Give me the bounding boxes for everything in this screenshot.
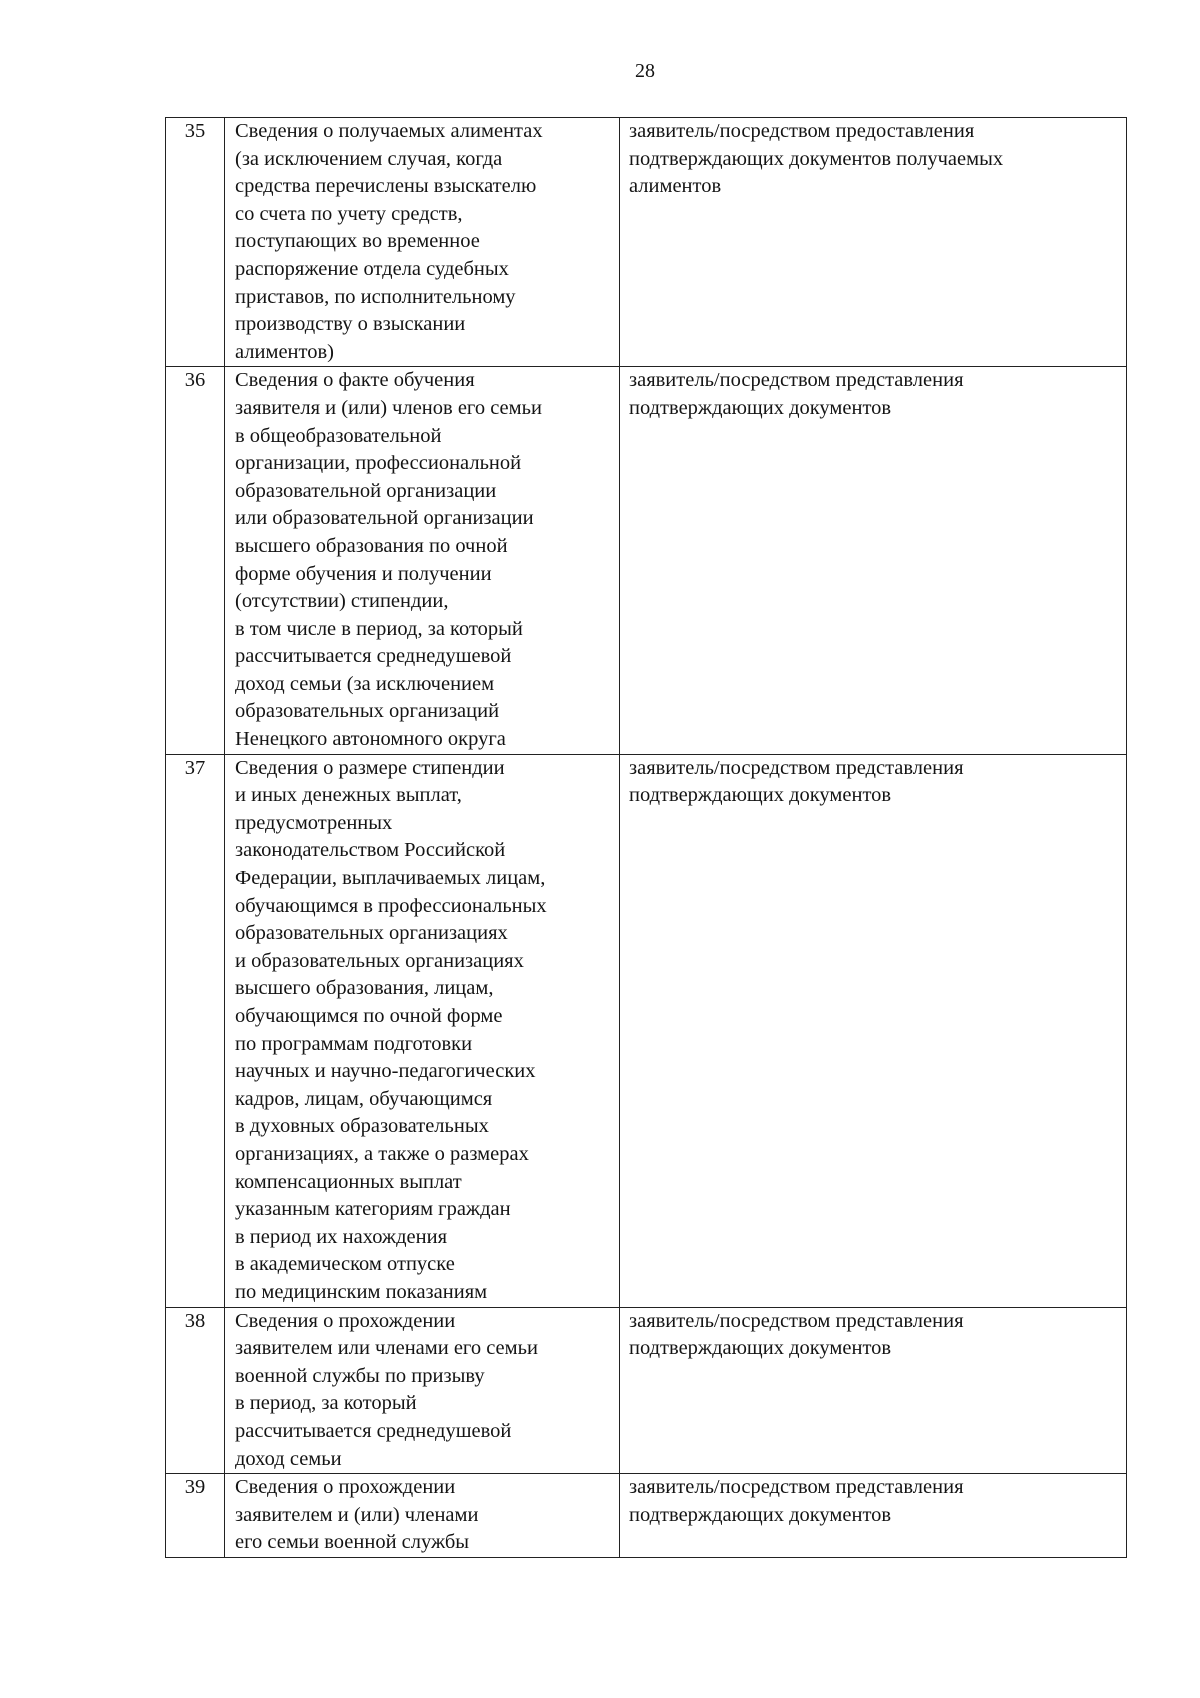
row-source (620, 1474, 1127, 1558)
description-line: обучающимся по очной форме (235, 1005, 503, 1027)
description-line: указанным категориям граждан (235, 1198, 511, 1221)
description-line: и образовательных организациях (235, 949, 524, 972)
source-line: алиментов (629, 175, 722, 198)
table-body (166, 118, 1127, 1558)
description-line: доход семьи (за исключением (235, 672, 495, 695)
description-line: средства перечислены взыскателю (235, 175, 537, 198)
description-line: Сведения о факте обучения (235, 369, 475, 392)
source-line: подтверждающих документов (629, 1337, 892, 1360)
description-line: образовательных организациях (235, 922, 508, 945)
description-line: Сведения о прохождении (235, 1309, 456, 1332)
description-line: в том числе в период, за который (235, 617, 523, 640)
description-line: образовательных организаций (235, 700, 500, 723)
description-line: форме обучения и получении (235, 562, 492, 585)
source-line: заявитель/посредством представления (629, 756, 964, 779)
description-line: высшего образования по очной (235, 534, 508, 557)
source-line: заявитель/посредством представления (629, 1476, 964, 1499)
table-row (166, 118, 1127, 367)
description-line: в общеобразовательной (235, 424, 442, 447)
description-line: доход семьи (235, 1447, 342, 1470)
description-line: в академическом отпуске (235, 1253, 455, 1276)
description-line: его семьи военной службы (235, 1531, 470, 1554)
row-description (225, 118, 620, 367)
description-line: заявителем и (или) членами (235, 1503, 479, 1526)
description-line: рассчитывается среднедушевой (235, 645, 512, 668)
description-line: Сведения о получаемых алиментах (235, 120, 543, 142)
description-line: в период их нахождения (235, 1225, 447, 1248)
row-description (225, 1307, 620, 1474)
description-line: в духовных образовательных (235, 1115, 489, 1138)
description-line: кадров, лицам, обучающимся (235, 1087, 493, 1110)
source-line: подтверждающих документов (629, 1503, 892, 1526)
source-line: подтверждающих документов (629, 396, 892, 419)
description-line: компенсационных выплат (235, 1170, 462, 1193)
row-number: 35 (166, 118, 225, 367)
table-row (166, 367, 1127, 754)
description-line: (за исключением случая, когда (235, 147, 503, 170)
description-line: распоряжение отдела судебных (235, 257, 509, 280)
row-source (620, 367, 1127, 754)
description-line: организации, профессиональной (235, 452, 522, 475)
description-line: по программам подготовки (235, 1032, 473, 1055)
description-line: и иных денежных выплат, (235, 784, 462, 807)
description-line: высшего образования, лицам, (235, 977, 494, 1000)
description-line: заявителем или членами его семьи (235, 1337, 538, 1360)
row-source (620, 118, 1127, 367)
source-line: заявитель/посредством представления (629, 369, 964, 392)
row-number: 38 (166, 1307, 225, 1474)
description-line: предусмотренных (235, 811, 393, 834)
table-row (166, 1307, 1127, 1474)
table-row (166, 754, 1127, 1307)
description-line: научных и научно-педагогических (235, 1060, 536, 1083)
row-description (225, 754, 620, 1307)
source-line: подтверждающих документов (629, 784, 892, 807)
description-line: или образовательной организации (235, 507, 534, 530)
page-number: 28 (635, 60, 655, 82)
description-line: алиментов) (235, 340, 334, 363)
row-number: 39 (166, 1474, 225, 1558)
description-line: приставов, по исполнительному (235, 285, 516, 308)
row-number: 37 (166, 754, 225, 1307)
description-line: военной службы по призыву (235, 1364, 485, 1387)
description-line: со счета по учету средств, (235, 202, 463, 225)
documents-table (165, 117, 1127, 1558)
description-line: Сведения о размере стипендии (235, 756, 505, 779)
description-line: образовательной организации (235, 479, 497, 502)
description-line: поступающих во временное (235, 230, 480, 253)
source-line: заявитель/посредством представления (629, 1309, 964, 1332)
description-line: в период, за который (235, 1392, 417, 1415)
description-line: по медицинским показаниям (235, 1280, 488, 1303)
description-line: Сведения о прохождении (235, 1476, 456, 1499)
row-source (620, 1307, 1127, 1474)
description-line: Федерации, выплачиваемых лицам, (235, 867, 546, 890)
table-row (166, 1474, 1127, 1558)
description-line: организациях, а также о размерах (235, 1142, 529, 1165)
row-description (225, 367, 620, 754)
source-line: подтверждающих документов получаемых (629, 147, 1004, 170)
description-line: Ненецкого автономного округа (235, 728, 506, 751)
source-line: заявитель/посредством предоставления (629, 120, 975, 142)
row-description (225, 1474, 620, 1558)
row-number: 36 (166, 367, 225, 754)
description-line: заявителя и (или) членов его семьи (235, 396, 542, 419)
description-line: (отсутствии) стипендии, (235, 590, 449, 613)
description-line: производству о взыскании (235, 313, 466, 336)
description-line: законодательством Российской (235, 839, 506, 862)
description-line: обучающимся в профессиональных (235, 894, 547, 917)
description-line: рассчитывается среднедушевой (235, 1419, 512, 1442)
row-source (620, 754, 1127, 1307)
